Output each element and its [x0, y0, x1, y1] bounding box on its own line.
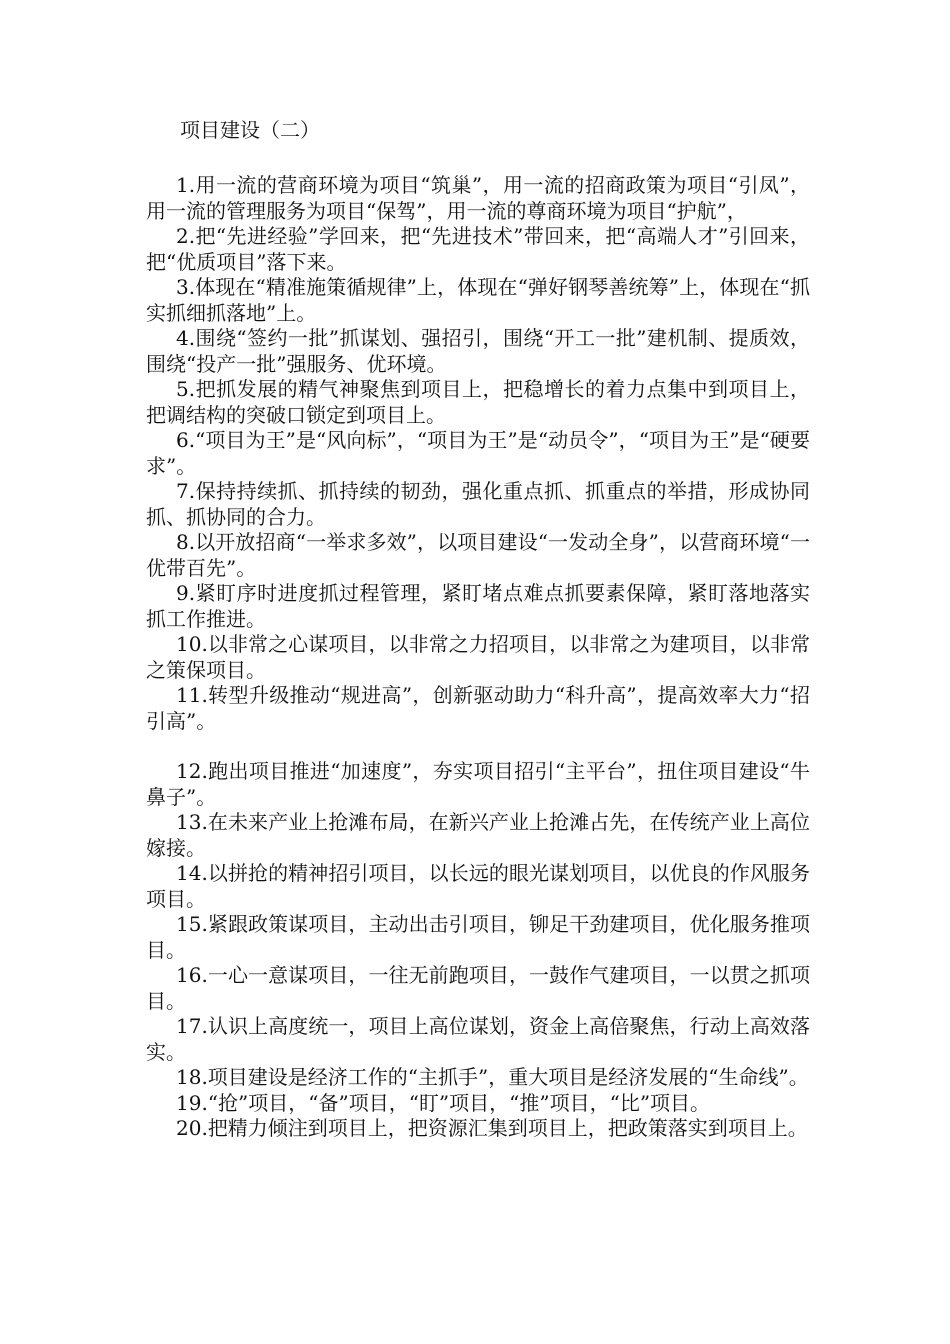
paragraph-16: 16.一心一意谋项目，一往无前跑项目，一鼓作气建项目，一以贯之抓项目。 [146, 963, 810, 1013]
paragraph-4: 4.围绕“签约一批”抓谋划、强招引，围绕“开工一批”建机制、提质效，围绕“投产一批”强服务、优环境。 [146, 326, 810, 376]
paragraph-5: 5.把抓发展的精气神聚焦到项目上，把稳增长的着力点集中到项目上，把调结构的突破口锁定到项目上。 [146, 377, 810, 427]
paragraph-8: 8.以开放招商“一举求多效”，以项目建设“一发动全身”，以营商环境“一优带百先”。 [146, 530, 810, 580]
paragraph-gap [146, 734, 810, 759]
paragraph-19: 19.“抢”项目，“备”项目，“盯”项目，“推”项目，“比”项目。 [176, 1090, 711, 1115]
paragraph-1: 1.用一流的营商环境为项目“筑巢”，用一流的招商政策为项目“引凤”，用一流的管理服务为项目“保驾”，用一流的尊商环境为项目“护航”， [146, 173, 810, 223]
paragraph-2: 2.把“先进经验”学回来，把“先进技术”带回来，把“高端人才”引回来，把“优质项目”落下来。 [146, 224, 810, 274]
paragraph-3: 3.体现在“精准施策循规律”上，体现在“弹好钢琴善统筹”上，体现在“抓实抓细抓落地”上。 [146, 275, 810, 325]
paragraph-10: 10.以非常之心谋项目，以非常之力招项目，以非常之为建项目，以非常之策保项目。 [146, 632, 810, 682]
paragraph-20: 20.把精力倾注到项目上，把资源汇集到项目上，把政策落实到项目上。 [176, 1116, 808, 1140]
paragraph-17: 17.认识上高度统一，项目上高位谋划，资金上高倍聚焦，行动上高效落实。 [146, 1014, 810, 1064]
paragraph-18: 18.项目建设是经济工作的“主抓手”，重大项目是经济发展的“生命线”。 [176, 1065, 809, 1089]
paragraph-7: 7.保持持续抓、抓持续的韧劲，强化重点抓、抓重点的举措，形成协同抓、抓协同的合力。 [146, 479, 810, 529]
paragraph-14: 14.以拼抢的精神招引项目，以长远的眼光谋划项目，以优良的作风服务项目。 [146, 861, 810, 911]
paragraph-9: 9.紧盯序时进度抓过程管理，紧盯堵点难点抓要素保障，紧盯落地落实抓工作推进。 [146, 581, 810, 631]
paragraph-6: 6.“项目为王”是“风向标”，“项目为王”是“动员令”，“项目为王”是“硬要求”。 [146, 428, 810, 478]
paragraph-11: 11.转型升级推动“规进高”，创新驱动助力“科升高”，提高效率大力“招引高”。 [146, 683, 810, 733]
paragraph-12: 12.跑出项目推进“加速度”，夯实项目招引“主平台”，扭住项目建设“牛鼻子”。 [146, 759, 810, 809]
document-body [146, 118, 810, 1142]
paragraph-15: 15.紧跟政策谋项目，主动出击引项目，铆足干劲建项目，优化服务推项目。 [146, 912, 810, 962]
document-title: 项目建设（二） [180, 118, 320, 142]
paragraph-13: 13.在未来产业上抢滩布局，在新兴产业上抢滩占先，在传统产业上高位嫁接。 [146, 810, 810, 860]
